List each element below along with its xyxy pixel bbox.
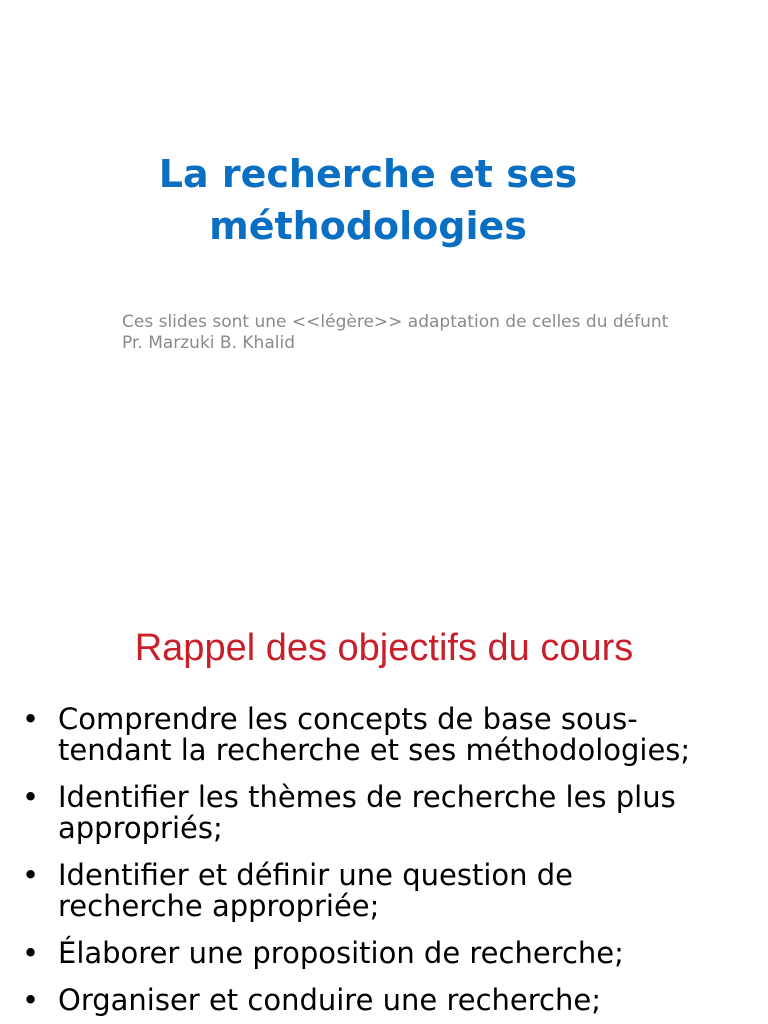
list-item-line: Identifier et définir une question de <box>58 858 573 892</box>
bullet-icon: • <box>22 780 40 814</box>
bullet-icon: • <box>22 983 40 1017</box>
slide-1-title-line-2: méthodologies <box>209 204 527 248</box>
list-item <box>22 985 752 1016</box>
bullet-icon: • <box>22 702 40 736</box>
list-item-line: Organiser et conduire une recherche; <box>58 983 601 1017</box>
list-item-line: Comprendre les concepts de base sous- <box>58 702 638 736</box>
list-item <box>22 704 752 766</box>
bullet-icon: • <box>22 858 40 892</box>
slide-1-title <box>0 148 736 252</box>
objectives-list <box>22 704 752 1024</box>
list-item-line: Identifier les thèmes de recherche les plus <box>58 780 676 814</box>
slide-1-subtitle-line-2: Pr. Marzuki B. Khalid <box>122 333 295 353</box>
bullet-icon: • <box>22 936 40 970</box>
list-item-line: recherche appropriée; <box>58 889 380 923</box>
list-item <box>22 782 752 844</box>
slide-2-title: Rappel des objectifs du cours <box>134 627 634 669</box>
list-item <box>22 860 752 922</box>
slide-1-title-line-1: La recherche et ses <box>158 152 578 196</box>
list-item <box>22 938 752 969</box>
slide-1-subtitle <box>122 312 742 354</box>
slide-1-subtitle-line-1: Ces slides sont une <<légère>> adaptation de celles du défunt <box>122 312 669 332</box>
list-item-line: tendant la recherche et ses méthodologies; <box>58 733 691 767</box>
list-item-line: appropriés; <box>58 811 223 845</box>
slide-2 <box>0 576 768 1024</box>
list-item-line: Élaborer une proposition de recherche; <box>58 936 624 970</box>
